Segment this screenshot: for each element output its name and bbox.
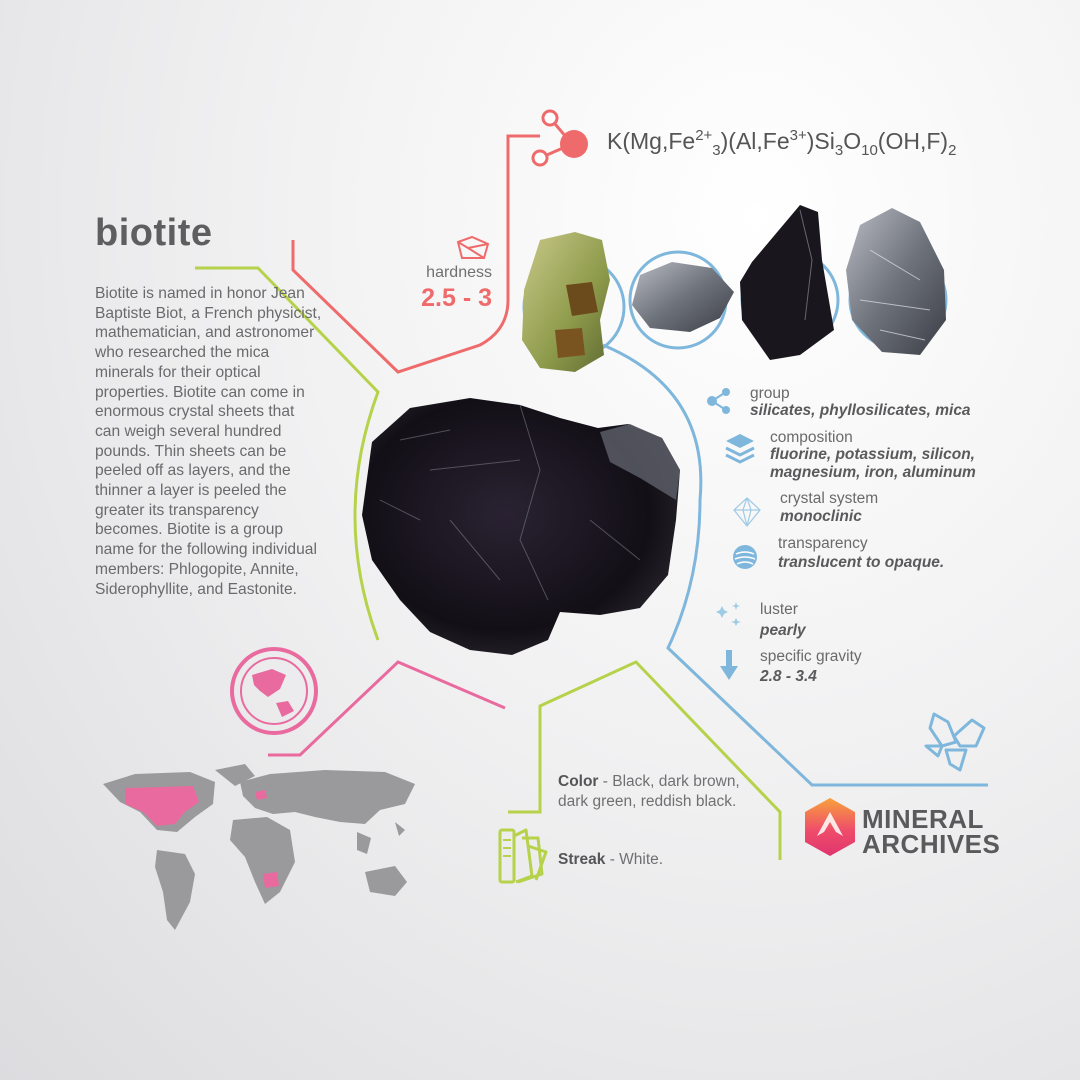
globe-icon [228,645,320,737]
streak-value: - White. [605,851,664,868]
color-info [558,772,743,812]
crystal-system-icon [732,496,762,528]
thumbnail-image-2 [632,262,734,332]
color-value: - Black, dark brown, dark green, reddish black. [558,773,740,810]
specific-gravity-value: 2.8 - 3.4 [760,668,817,685]
streak-key: Streak [558,851,606,868]
mineral-archives-logo-icon [802,796,858,858]
hardness-gem-icon [452,234,492,262]
color-key: Color [558,773,599,790]
group-network-icon [704,386,734,416]
composition-value-line-1: fluorine, potassium, silicon, [770,446,975,463]
composition-layers-icon [724,432,756,466]
composition-value-line-2: magnesium, iron, aluminum [770,464,976,481]
luster-sparkle-icon [714,600,746,630]
hardness-value: 2.5 - 3 [421,284,492,312]
thumbnail-image-3 [740,205,834,360]
streak-info [558,851,743,869]
brand-name-line-1: MINERAL [862,804,984,834]
crystal-system-label: crystal system [780,490,879,507]
group-label: group [750,385,790,402]
crystal-system-value: monoclinic [780,508,862,525]
color-swatch-icon [494,822,558,888]
specific-gravity-arrow-icon [718,648,740,682]
specific-gravity-label: specific gravity [760,648,862,665]
group-value: silicates, phyllosilicates, mica [750,402,971,419]
mineral-description: Biotite is named in honor Jean Baptiste Biot, a French physicist, mathematician, and astronomer who researched the mica minerals for their optical properties. Biotite can come in enormous crystal sheets that can weigh several hundred pounds. Thin sheets can be peeled off as layers, and the thinner a layer is peeled the greater its transparency becomes. Biotite is a group name for the following individual members: Phlogopite, Annite, Siderophyllite, and Eastonite. [95,285,322,598]
thumbnail-image-4 [846,208,946,355]
hardness-label: hardness [426,264,492,281]
thumbnail-image-1 [522,232,610,372]
brand-name-line-2: ARCHIVES [862,829,1001,859]
transparency-icon [730,542,760,572]
composition-label: composition [770,429,853,446]
chemical-formula: $K(Mg,Fe^{2+}_3)(Al,Fe^{3+})Si_3O_{10}(OH,F)_2$ [607,127,957,159]
crystal-logo-icon [920,706,992,776]
molecule-icon [528,104,594,170]
luster-value: pearly [760,622,806,639]
luster-label: luster [760,601,798,618]
mineral-title: biotite [95,212,213,254]
world-map [95,762,440,937]
main-specimen-image [362,398,680,655]
map-highlight-africa [263,872,279,888]
transparency-label: transparency [778,535,868,552]
transparency-value: translucent to opaque. [778,554,945,571]
